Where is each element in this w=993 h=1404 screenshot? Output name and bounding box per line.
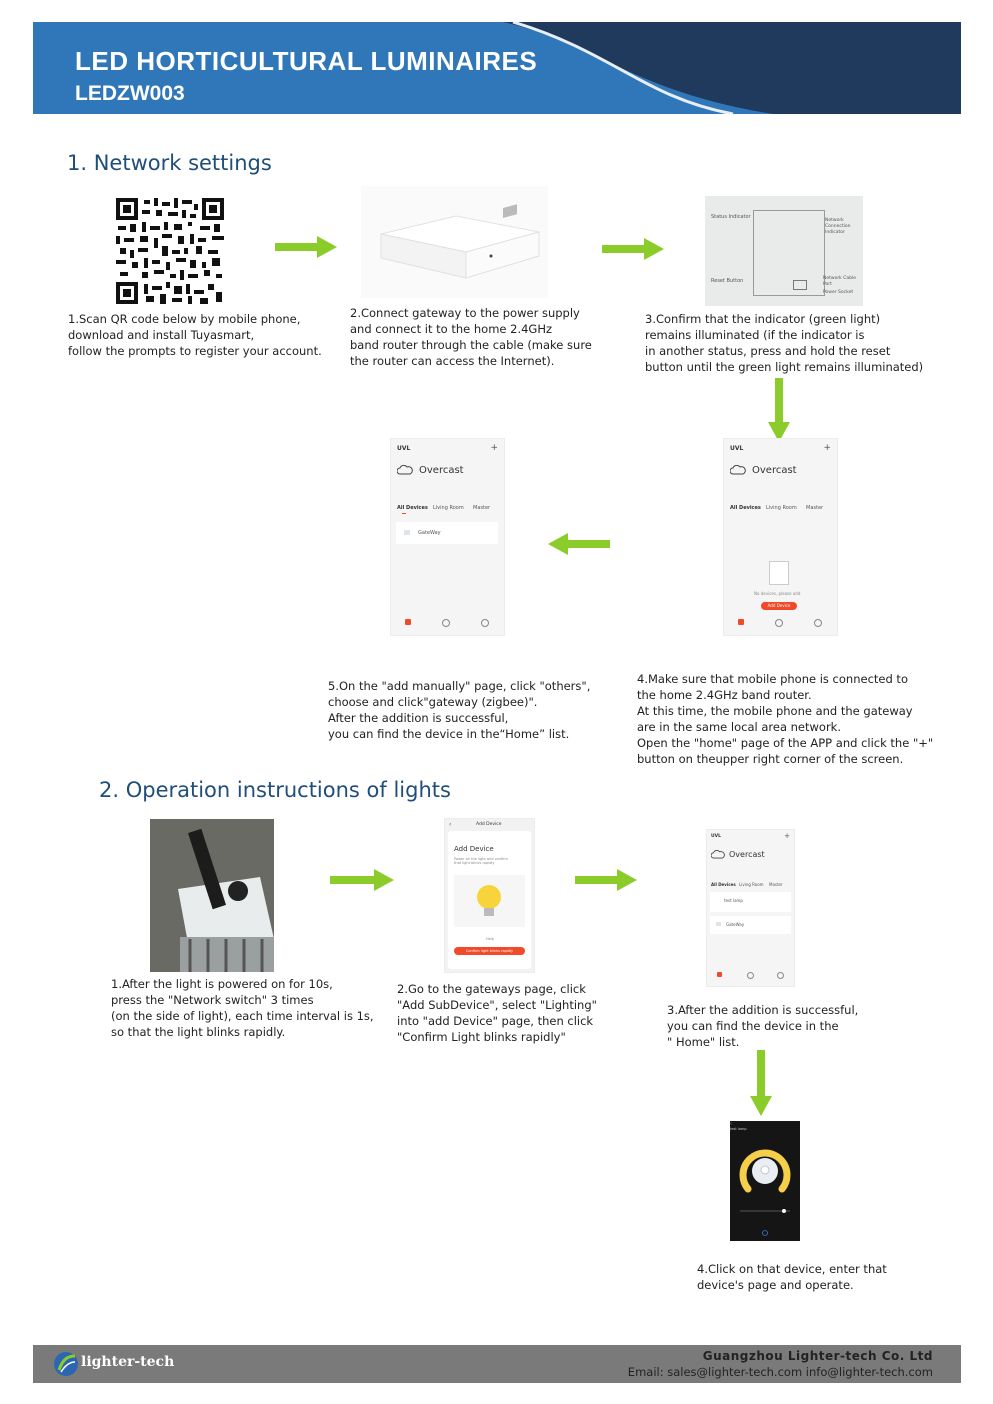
me-nav-icon (481, 619, 489, 627)
app-location: UVL (730, 445, 744, 452)
cloud-icon (711, 850, 725, 859)
light-fixture-photo (150, 819, 274, 972)
back-chevron-icon[interactable]: ‹ (449, 821, 452, 828)
app-screen-lamp-control (730, 1121, 800, 1241)
company-name: Guangzhou Lighter-tech Co. Ltd (702, 1349, 933, 1363)
page-footer (33, 1345, 961, 1383)
op-step4-caption: 4.Click on that device, enter that device's page and operate. (697, 1262, 887, 1292)
tab-living-room: Living Room (433, 505, 464, 511)
company-logo-icon (53, 1350, 79, 1378)
step2-caption: 2.Connect gateway to the power supply and connect it to the home 2.4GHz band router through the cable (make sure the router can access the Internet). (350, 306, 592, 368)
app-screen-gateway-added (390, 438, 505, 636)
label-reset-button: Reset Button (711, 278, 744, 284)
arrow-right-icon (602, 238, 664, 260)
label-status-indicator: Status Indicator (711, 214, 751, 220)
device-name-gateway: GateWay (418, 530, 441, 536)
app-weather: Overcast (729, 850, 765, 859)
op-step2-caption: 2.Go to the gateways page, click "Add SubDevice", select "Lighting" into "add Device" page, then click "Confirm Light blinks rapidly" (397, 982, 597, 1044)
no-devices-text: No devices, please add (754, 591, 801, 596)
smart-nav-icon[interactable] (775, 619, 783, 627)
gateway-thumb-icon (404, 530, 410, 535)
confirm-blinks-button[interactable]: Confirm light blinks rapidly (454, 947, 525, 955)
step1-caption: 1.Scan QR code below by mobile phone, download and install Tuyasmart, follow the prompts to register your account. (68, 312, 322, 358)
app-screen-add-device (444, 818, 535, 973)
device-card-lamp[interactable] (710, 892, 791, 912)
device-name-lamp: test lamp (724, 898, 743, 903)
cloud-icon (397, 465, 413, 475)
arrow-left-icon (548, 533, 610, 555)
section-title-operation: 2. Operation instructions of lights (99, 778, 451, 802)
me-nav-icon (777, 972, 784, 979)
tab-living-room: Living Room (766, 505, 797, 511)
gateway-indicator-diagram (705, 196, 863, 306)
bulb-illustration-area (454, 875, 525, 927)
op-step1-caption: 1.After the light is powered on for 10s, press the "Network switch" 3 times (on the side of light), each time interval is 1s, so that the light blinks rapidly. (111, 977, 374, 1039)
app-weather: Overcast (752, 465, 797, 476)
label-network-connection: Network Connection Indicator (825, 218, 851, 235)
app-screen-lamp-added (706, 829, 795, 987)
device-card-gateway[interactable] (710, 916, 791, 934)
empty-document-icon (769, 561, 789, 585)
document-title: LED HORTICULTURAL LUMINAIRES (75, 46, 538, 76)
add-device-heading: Add Device (454, 845, 494, 853)
light-fixture-illustration (150, 819, 274, 972)
home-nav-icon (405, 619, 411, 625)
add-device-instruction: Power on the light and confirm that light blinks rapidly (454, 857, 508, 865)
contact-emails: Email: sales@lighter-tech.com info@lighter-tech.com (627, 1365, 933, 1379)
device-name-gateway: GateWay (726, 922, 745, 927)
page-header (33, 22, 961, 114)
gateway-photo (361, 186, 548, 298)
add-device-button[interactable]: Add Device (761, 602, 797, 610)
gateway-thumb-icon (716, 922, 721, 926)
app-location: UVL (711, 834, 722, 839)
smart-nav-icon (442, 619, 450, 627)
home-nav-icon (717, 972, 722, 977)
tab-master: Master (769, 882, 783, 887)
diagram-gateway-outline (753, 210, 825, 296)
step5-caption: 5.On the "add manually" page, click "others", choose and click"gateway (zigbee)". After the addition is successful, you can find the device in the“Home” list. (328, 679, 591, 741)
back-chevron-icon[interactable]: ‹ (730, 1121, 732, 1127)
label-network-cable-port: Network Cable Port (823, 276, 856, 287)
app-location: UVL (397, 445, 411, 452)
home-nav-icon[interactable] (738, 619, 744, 625)
tab-master: Master (806, 505, 824, 511)
arrow-right-icon (575, 869, 637, 891)
cloud-icon (730, 465, 746, 475)
arrow-right-icon (330, 869, 394, 891)
device-card-gateway (396, 522, 498, 544)
tab-living-room: Living Room (739, 882, 764, 887)
smart-nav-icon (747, 972, 754, 979)
brightness-dial[interactable] (730, 1135, 800, 1241)
arrow-right-icon (275, 236, 337, 258)
qr-code (116, 198, 224, 304)
add-plus-icon[interactable]: + (823, 443, 831, 453)
app-weather: Overcast (419, 465, 464, 476)
nav-title-add-device: Add Device (476, 822, 502, 827)
add-plus-icon: + (784, 832, 790, 840)
tab-all-devices: All Devices (711, 882, 736, 887)
arrow-down-icon (750, 1050, 772, 1116)
section-title-network: 1. Network settings (67, 151, 272, 175)
label-power-socket: Power Socket (823, 290, 854, 295)
lightbulb-icon (454, 875, 525, 927)
add-device-card (448, 831, 531, 969)
diagram-port (793, 280, 807, 290)
gateway-device-illustration (361, 186, 548, 298)
tab-indicator (402, 513, 406, 514)
add-plus-icon: + (490, 443, 498, 453)
tab-all-devices: All Devices (730, 505, 761, 511)
tab-all-devices: All Devices (397, 505, 428, 511)
arrow-down-icon (768, 378, 790, 442)
tab-master: Master (473, 505, 491, 511)
op-step3-caption: 3.After the addition is successful, you can find the device in the " Home" list. (667, 1003, 859, 1049)
me-nav-icon[interactable] (814, 619, 822, 627)
lamp-title: test lamp (730, 1127, 747, 1131)
help-link[interactable]: Help (486, 937, 494, 941)
step4-caption: 4.Make sure that mobile phone is connected to the home 2.4GHz band router. At this time, the mobile phone and the gateway are in the same local area network. Open the "home" page of the APP and click the "+" button on theupper right corner of the screen. (637, 672, 934, 766)
brand-name: lighter-tech (81, 1354, 175, 1370)
app-screen-home-empty (723, 438, 838, 636)
step3-caption: 3.Confirm that the indicator (green light) remains illuminated (if the indicator is in another status, press and hold the reset button until the green light remains illuminated) (645, 312, 924, 374)
model-number: LEDZW003 (75, 82, 185, 105)
